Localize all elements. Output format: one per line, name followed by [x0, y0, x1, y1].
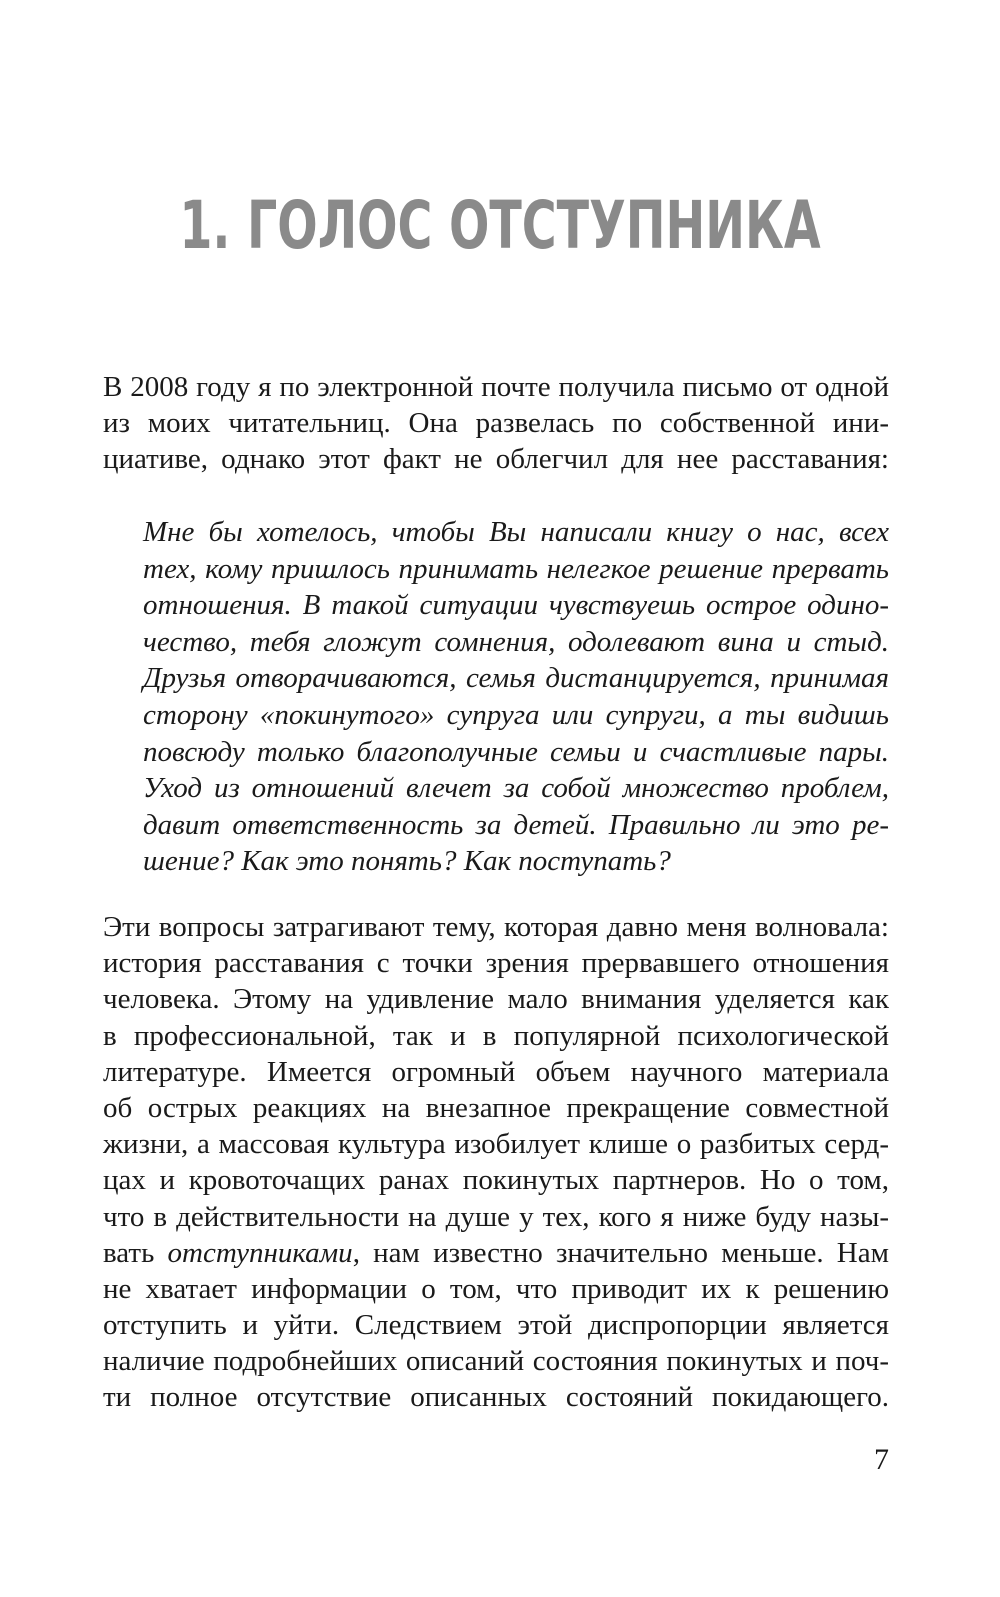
quote-line: сторону «покинутого» супруга или супруги, а ты видишь: [143, 698, 889, 731]
text-line: об острых реакциях на внезапное прекращение совместной: [103, 1091, 889, 1124]
text-line: цах и кровоточащих ранах покинутых партнеров. Но о том,: [103, 1164, 889, 1197]
quote-line: Друзья отворачиваются, семья дистанцируется, принимая: [143, 662, 889, 695]
text-line: не хватает информации о том, что приводит их к решению: [103, 1272, 889, 1305]
quote-line: тех, кому пришлось принимать нелегкое решение прервать: [143, 552, 889, 585]
text-line: что в действительности на душе у тех, кого я ниже буду назы-: [103, 1200, 889, 1233]
quote-line: чество, тебя гложут сомнения, одолевают вина и стыд.: [143, 625, 889, 658]
text-line: отступить и уйти. Следствием этой диспропорции является: [103, 1309, 889, 1342]
quote-line: Мне бы хотелось, чтобы Вы написали книгу о нас, всех: [143, 516, 889, 548]
emphasis-term: отступниками: [167, 1236, 353, 1269]
text-line: человека. Этому на удивление мало внимания уделяется как: [103, 983, 889, 1016]
text-line: Эти вопросы затрагивают тему, которая давно меня волновала:: [103, 911, 889, 943]
line-suffix: , нам известно значительно меньше. Нам: [352, 1236, 889, 1269]
page-number: 7: [874, 1443, 889, 1476]
text-line: литературе. Имеется огромный объем научного материала: [103, 1055, 889, 1088]
quote-line: отношения. В такой ситуации чувствуешь острое одино-: [143, 589, 889, 622]
chapter-title: 1. ГОЛОС ОТСТУПНИКА: [179, 187, 821, 264]
body-paragraph: [103, 909, 889, 1416]
text-line: циативе, однако этот факт не облегчил для нее расставания:: [103, 443, 889, 476]
quote-line: Уход из отношений влечет за собой множество проблем,: [143, 772, 889, 805]
text-line: наличие подробнейших описаний состояния покинутых и поч-: [103, 1345, 889, 1378]
text-line: в профессиональной, так и в популярной психологической: [103, 1019, 889, 1052]
text-line: история расставания с точки зрения прервавшего отношения: [103, 947, 889, 980]
text-line: жизни, а массовая культура изобилует клише о разбитых серд-: [103, 1128, 889, 1161]
letter-quote: [143, 514, 889, 880]
text-line: из моих читательниц. Она развелась по собственной ини-: [103, 407, 889, 440]
quote-line: шение? Как это понять? Как поступать?: [143, 845, 671, 878]
quote-line: давит ответственность за детей. Правильно ли это ре-: [143, 808, 889, 841]
quote-line: повсюду только благополучные семьи и счастливые пары.: [143, 735, 889, 768]
line-prefix: вать: [103, 1236, 168, 1269]
text-line: В 2008 году я по электронной почте получила письмо от одной: [103, 371, 889, 403]
text-line: ти полное отсутствие описанных состояний покидающего.: [103, 1381, 889, 1414]
text-line-with-emphasis: [103, 1235, 889, 1271]
intro-paragraph: [103, 369, 889, 478]
